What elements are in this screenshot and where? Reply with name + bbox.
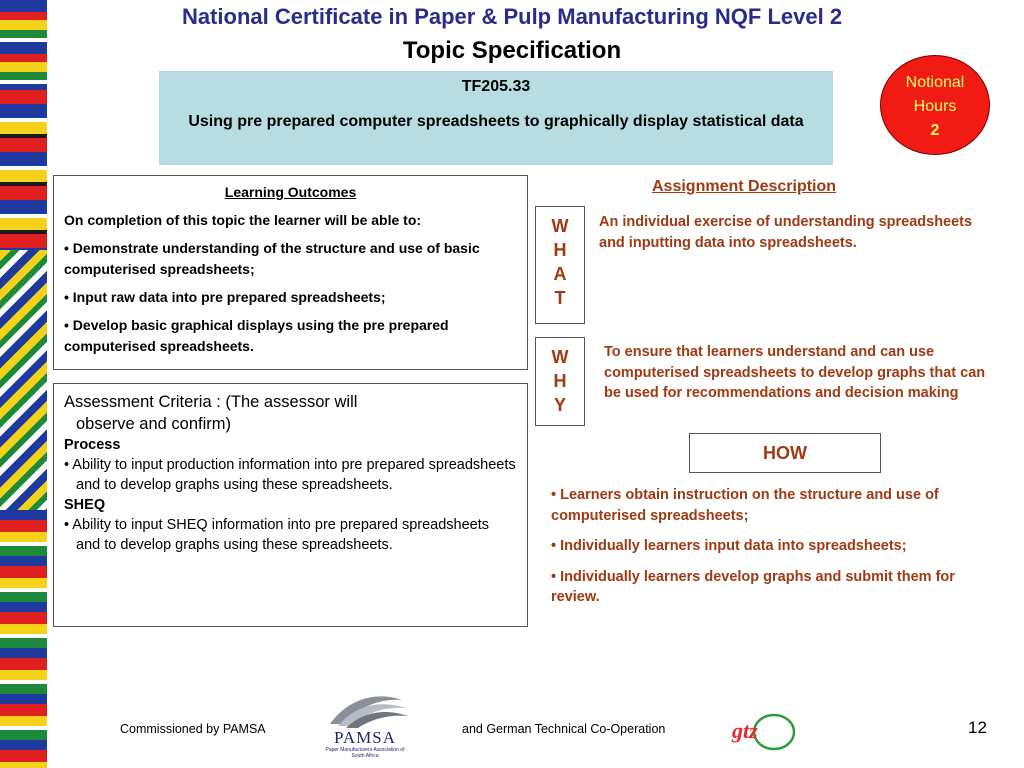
sheq-label: SHEQ [64,497,106,513]
learning-outcomes-heading: Learning Outcomes [224,184,357,200]
hours-value: 2 [930,122,940,139]
notional-hours-badge [880,55,990,155]
why-letter: Y [553,395,566,415]
sheq-criterion: • Ability to input SHEQ information into pre prepared spreadsheets and to develop graphs using these spreadsheets. [64,517,490,553]
learning-outcomes-box [53,175,528,370]
learning-outcomes-intro: On completion of this topic the learner will be able to: [64,212,422,228]
topic-code: TF205.33 [461,78,531,95]
topic-description: Using pre prepared computer spreadsheets to graphically display statistical data [188,113,804,130]
what-label-box [535,206,585,324]
gtz-logo [726,712,796,756]
how-item: • Learners obtain instruction on the structure and use of computerised spreadsheets; [551,487,939,524]
decorative-border-strip [0,0,47,768]
what-letter: A [553,264,567,284]
process-criterion: • Ability to input production information into pre prepared spreadsheets and to develop graphs using these spreadsheets. [64,457,516,493]
why-label-box [535,337,585,426]
assessment-criteria-title [64,391,517,435]
how-label-box: HOW [689,433,881,473]
gtz-logo-text: gtz [732,718,758,743]
assignment-description-heading: Assignment Description [652,178,837,195]
footer-commissioned: Commissioned by PAMSA [120,722,266,736]
assessment-title-line1: Assessment Criteria : (The assessor will [64,393,358,411]
pamsa-swoosh-icon [320,690,410,730]
how-item: • Individually learners develop graphs and submit them for review. [551,568,955,605]
topic-spec-box [159,71,833,165]
pamsa-logo-text: PAMSA [333,728,397,747]
hours-label-line1: Notional [905,74,965,91]
how-list [551,485,1001,618]
pamsa-logo [320,690,410,762]
learning-outcome-item: • Demonstrate understanding of the structure and use of basic computerised spreadsheets; [64,240,480,277]
what-letter: H [553,240,567,260]
why-letter: W [551,347,569,367]
assessment-criteria-box [53,383,528,627]
process-label: Process [64,437,121,453]
what-letter: T [554,288,566,308]
what-letter: W [551,216,569,236]
page-number: 12 [968,718,987,737]
assessment-title-line2: observe and confirm) [76,415,231,433]
why-letter: H [553,371,567,391]
learning-outcome-item: • Input raw data into pre prepared spreadsheets; [64,289,386,305]
page-subtitle: Topic Specification [402,37,622,64]
page-title: National Certificate in Paper & Pulp Manufacturing NQF Level 2 [181,4,843,29]
footer-partner: and German Technical Co-Operation [462,722,666,736]
learning-outcome-item: • Develop basic graphical displays using the pre prepared computerised spreadsheets. [64,317,449,354]
why-description: To ensure that learners understand and can use computerised spreadsheets to develop graphs that can be used for recommendations and decision making [604,344,986,401]
what-description: An individual exercise of understanding spreadsheets and inputting data into spreadsheets. [599,214,973,251]
how-item: • Individually learners input data into spreadsheets; [551,538,907,554]
hours-label-line2: Hours [913,98,957,115]
pamsa-logo-subtitle: Paper Manufacturers Association of South Africa [325,747,405,759]
